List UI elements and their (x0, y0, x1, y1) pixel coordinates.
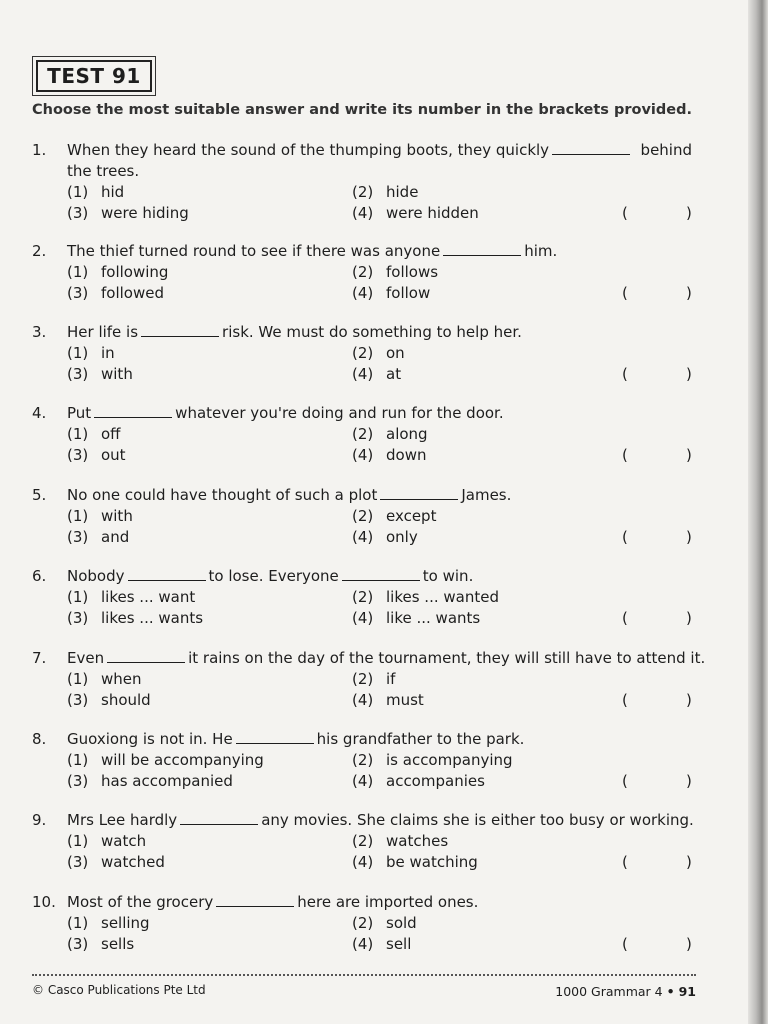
answer-option (67, 284, 164, 302)
answer-option (67, 344, 115, 362)
question-number: 3. (32, 323, 47, 341)
option-row (32, 832, 712, 853)
answer-option (352, 609, 480, 627)
bracket-open: ( (622, 771, 628, 790)
option-number: (4) (352, 852, 374, 871)
option-number: (4) (352, 771, 374, 790)
option-number: (4) (352, 527, 374, 546)
question-number: 1. (32, 141, 47, 159)
option-text: should (101, 690, 151, 709)
option-row (32, 344, 712, 365)
option-text: hide (386, 183, 419, 201)
book-title: 1000 Grammar 4 (555, 984, 663, 999)
bracket-close: ) (686, 283, 692, 302)
option-number: (4) (352, 283, 374, 302)
option-row (32, 365, 712, 386)
answer-option (67, 507, 133, 525)
option-number: (2) (352, 344, 374, 362)
question-line (32, 730, 712, 751)
option-number: (1) (67, 914, 89, 932)
option-row (32, 609, 712, 630)
option-row (32, 935, 712, 956)
answer-blank (94, 405, 172, 418)
answer-blank (380, 487, 458, 500)
bracket-open: ( (622, 364, 628, 383)
question-line (32, 404, 712, 425)
option-row (32, 691, 712, 712)
instruction-text: Choose the most suitable answer and write its number in the brackets provided. (32, 102, 692, 118)
answer-option (352, 528, 418, 546)
question-number: 10. (32, 893, 56, 911)
option-text: will be accompanying (101, 751, 264, 769)
answer-blank (552, 142, 630, 155)
bracket-open: ( (622, 527, 628, 546)
option-number: (3) (67, 771, 89, 790)
option-row (32, 204, 712, 225)
option-number: (1) (67, 183, 89, 201)
option-number: (2) (352, 914, 374, 932)
answer-blank (236, 731, 314, 744)
page-number: 91 (678, 984, 696, 999)
option-number: (3) (67, 445, 89, 464)
question-number: 4. (32, 404, 47, 422)
question-line (32, 893, 712, 914)
option-text: has accompanied (101, 771, 233, 790)
option-text: and (101, 527, 130, 546)
option-text: only (386, 527, 418, 546)
question-line (32, 323, 712, 344)
option-number: (2) (352, 751, 374, 769)
footer-divider (32, 974, 696, 976)
answer-option (67, 935, 134, 953)
question-line (32, 486, 712, 507)
question-text-before: Mrs Lee hardly (67, 811, 178, 829)
option-row (32, 528, 712, 549)
question-text-before: The thief turned round to see if there was anyone (67, 242, 441, 260)
answer-blank (107, 650, 185, 663)
option-text: were hidden (386, 203, 479, 222)
question-text (67, 893, 478, 911)
option-row (32, 183, 712, 204)
option-number: (1) (67, 751, 89, 769)
question-text-after: James. (461, 486, 512, 504)
option-text: were hiding (101, 203, 189, 222)
question-text-before: Even (67, 649, 105, 667)
footer-bullet: • (666, 984, 675, 999)
answer-option (67, 183, 124, 201)
question-number: 5. (32, 486, 47, 504)
answer-option (352, 183, 418, 201)
bracket-close: ) (686, 852, 692, 871)
question-text-after: any movies. She claims she is either too busy or working. (261, 811, 694, 829)
option-text: except (386, 507, 437, 525)
answer-option (352, 935, 411, 953)
answer-option (352, 446, 426, 464)
question-item (32, 649, 712, 711)
option-number: (3) (67, 690, 89, 709)
option-number: (1) (67, 344, 89, 362)
option-row (32, 507, 712, 528)
option-row (32, 751, 712, 772)
bracket-close: ) (686, 608, 692, 627)
answer-option (67, 914, 150, 932)
answer-option (352, 204, 479, 222)
answer-option (352, 691, 424, 709)
option-text: selling (101, 914, 150, 932)
question-number: 8. (32, 730, 47, 748)
option-row (32, 853, 712, 874)
question-text (67, 649, 705, 667)
option-number: (3) (67, 527, 89, 546)
answer-option (67, 853, 165, 871)
question-text-after: it rains on the day of the tournament, they will still have to attend it. (188, 649, 706, 667)
option-text: down (386, 445, 427, 464)
answer-blank (342, 568, 420, 581)
question-item (32, 486, 712, 548)
option-text: accompanies (386, 771, 485, 790)
question-line-continued (32, 162, 712, 183)
answer-option (352, 425, 428, 443)
answer-option (67, 588, 195, 606)
bracket-close: ) (686, 364, 692, 383)
option-row (32, 588, 712, 609)
option-number: (2) (352, 263, 374, 281)
answer-option (67, 772, 233, 790)
question-number: 9. (32, 811, 47, 829)
option-text: following (101, 263, 169, 281)
option-number: (3) (67, 203, 89, 222)
bracket-close: ) (686, 445, 692, 464)
option-row (32, 425, 712, 446)
question-line (32, 141, 712, 162)
bracket-open: ( (622, 203, 628, 222)
option-text: watches (386, 832, 449, 850)
question-text-before: Her life is (67, 323, 139, 341)
bracket-close: ) (686, 690, 692, 709)
option-number: (3) (67, 364, 89, 383)
question-text (67, 242, 557, 260)
option-number: (4) (352, 445, 374, 464)
test-title: TEST 91 (36, 60, 152, 92)
question-text (67, 486, 511, 504)
option-number: (1) (67, 588, 89, 606)
option-text: along (386, 425, 428, 443)
option-text: with (101, 364, 133, 383)
answer-option (352, 588, 499, 606)
answer-option (352, 751, 513, 769)
option-text: likes ... want (101, 588, 196, 606)
bracket-close: ) (686, 934, 692, 953)
answer-option (67, 446, 126, 464)
option-text: must (386, 690, 424, 709)
question-text-before: When they heard the sound of the thumping boots, they quickly (67, 141, 550, 159)
answer-option (352, 832, 448, 850)
question-text-middle: to lose. Everyone (208, 567, 339, 585)
bracket-open: ( (622, 934, 628, 953)
option-text: out (101, 445, 126, 464)
question-item (32, 404, 712, 466)
answer-blank (180, 812, 258, 825)
question-item (32, 141, 712, 224)
bracket-open: ( (622, 445, 628, 464)
question-item (32, 323, 712, 385)
question-text (67, 404, 504, 422)
test-title-box (32, 56, 156, 96)
option-number: (3) (67, 283, 89, 302)
bracket-open: ( (622, 608, 628, 627)
option-text: when (101, 670, 142, 688)
answer-option (352, 263, 438, 281)
option-number: (2) (352, 588, 374, 606)
question-text-tail: behind (640, 141, 692, 159)
question-item (32, 811, 712, 873)
question-line (32, 811, 712, 832)
answer-option (352, 284, 430, 302)
question-text (67, 323, 522, 341)
question-number: 7. (32, 649, 47, 667)
question-text-before: No one could have thought of such a plot (67, 486, 378, 504)
question-text-after: him. (524, 242, 558, 260)
answer-option (67, 425, 121, 443)
option-row (32, 263, 712, 284)
question-text (67, 567, 473, 585)
option-text: likes ... wanted (386, 588, 499, 606)
option-number: (2) (352, 425, 374, 443)
option-number: (4) (352, 934, 374, 953)
page-binding-edge (748, 0, 768, 1024)
answer-option (67, 263, 168, 281)
option-number: (2) (352, 832, 374, 850)
bracket-open: ( (622, 852, 628, 871)
option-number: (4) (352, 608, 374, 627)
answer-option (352, 772, 485, 790)
option-number: (3) (67, 934, 89, 953)
option-text: if (386, 670, 396, 688)
option-number: (2) (352, 507, 374, 525)
question-text-after: risk. We must do something to help her. (222, 323, 522, 341)
answer-option (67, 528, 129, 546)
question-text (67, 811, 694, 829)
question-item (32, 730, 712, 792)
answer-blank (128, 568, 206, 581)
question-text-continued: the trees. (67, 162, 140, 180)
option-text: with (101, 507, 133, 525)
option-number: (2) (352, 670, 374, 688)
bracket-close: ) (686, 527, 692, 546)
option-text: is accompanying (386, 751, 513, 769)
option-text: follow (386, 283, 431, 302)
answer-option (352, 670, 395, 688)
option-text: hid (101, 183, 125, 201)
answer-option (67, 204, 189, 222)
answer-blank (216, 894, 294, 907)
question-text (67, 730, 524, 748)
option-text: followed (101, 283, 164, 302)
option-text: on (386, 344, 405, 362)
option-text: sells (101, 934, 135, 953)
answer-option (67, 751, 264, 769)
question-text-before: Put (67, 404, 92, 422)
question-number: 2. (32, 242, 47, 260)
option-row (32, 446, 712, 467)
bracket-open: ( (622, 283, 628, 302)
question-item (32, 567, 712, 629)
option-number: (1) (67, 425, 89, 443)
question-text-after: his grandfather to the park. (316, 730, 525, 748)
option-number: (3) (67, 608, 89, 627)
option-text: in (101, 344, 115, 362)
answer-option (67, 691, 151, 709)
answer-option (67, 670, 142, 688)
answer-option (352, 344, 405, 362)
option-text: off (101, 425, 121, 443)
option-text: watched (101, 852, 165, 871)
question-line (32, 567, 712, 588)
question-item (32, 242, 712, 304)
question-line (32, 649, 712, 670)
answer-option (352, 507, 436, 525)
option-row (32, 670, 712, 691)
option-text: follows (386, 263, 439, 281)
question-text-after: whatever you're doing and run for the door. (175, 404, 504, 422)
answer-option (352, 914, 417, 932)
question-text-after: here are imported ones. (297, 893, 479, 911)
answer-option (67, 832, 146, 850)
option-text: be watching (386, 852, 478, 871)
option-text: sold (386, 914, 417, 932)
option-number: (4) (352, 203, 374, 222)
answer-option (67, 365, 133, 383)
option-number: (1) (67, 507, 89, 525)
question-item (32, 893, 712, 955)
copyright-text: © Casco Publications Pte Ltd (32, 983, 206, 997)
option-row (32, 284, 712, 305)
option-number: (4) (352, 364, 374, 383)
option-number: (4) (352, 690, 374, 709)
answer-blank (443, 243, 521, 256)
option-number: (3) (67, 852, 89, 871)
question-text-after: to win. (422, 567, 474, 585)
question-text-before: Guoxiong is not in. He (67, 730, 233, 748)
option-number: (1) (67, 263, 89, 281)
question-text-before: Nobody (67, 567, 125, 585)
page-footer (555, 984, 696, 999)
answer-option (352, 365, 401, 383)
option-number: (1) (67, 832, 89, 850)
option-text: at (386, 364, 402, 383)
option-text: watch (101, 832, 147, 850)
answer-option (67, 609, 203, 627)
bracket-open: ( (622, 690, 628, 709)
option-row (32, 914, 712, 935)
question-line (32, 242, 712, 263)
option-text: like ... wants (386, 608, 481, 627)
option-number: (2) (352, 183, 374, 201)
bracket-close: ) (686, 771, 692, 790)
question-text (67, 141, 633, 159)
answer-blank (141, 324, 219, 337)
option-number: (1) (67, 670, 89, 688)
option-row (32, 772, 712, 793)
answer-option (352, 853, 478, 871)
question-number: 6. (32, 567, 47, 585)
bracket-close: ) (686, 203, 692, 222)
option-text: likes ... wants (101, 608, 204, 627)
option-text: sell (386, 934, 412, 953)
question-text-before: Most of the grocery (67, 893, 214, 911)
